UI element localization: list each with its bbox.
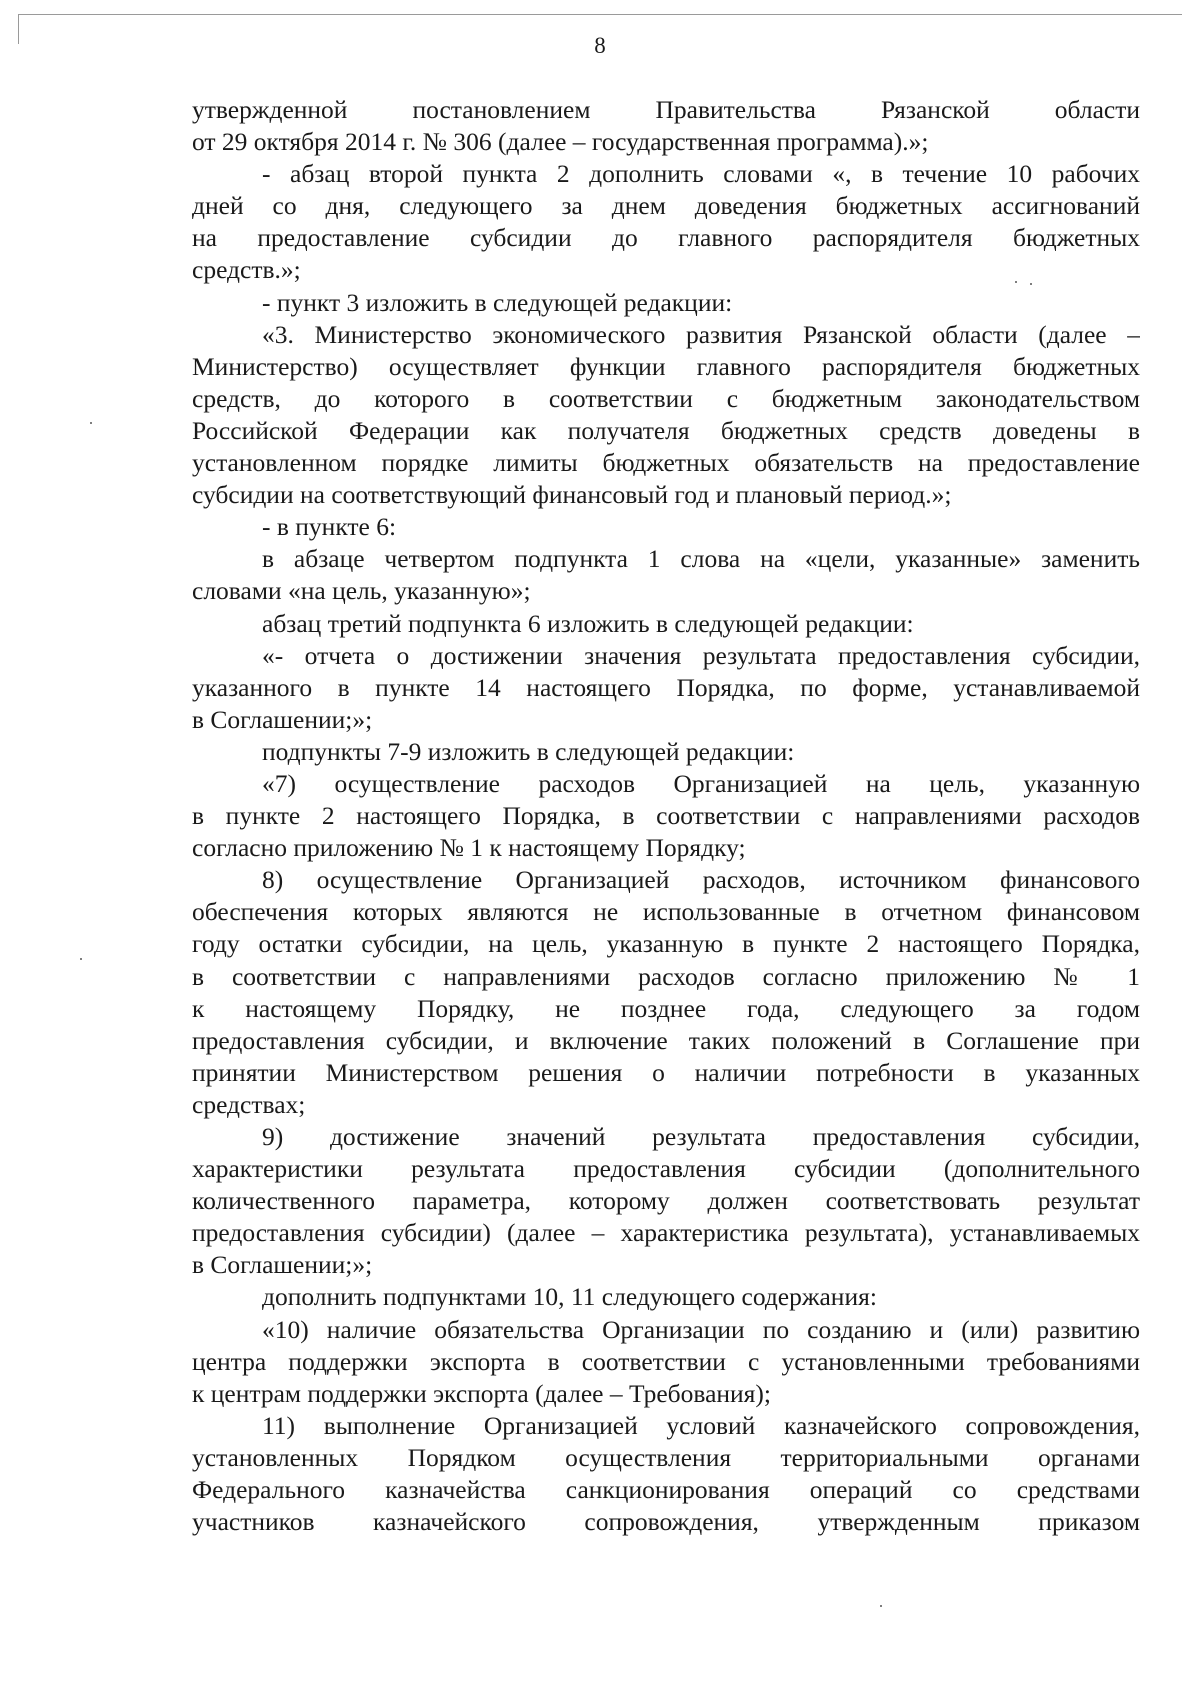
scan-speck <box>880 1605 882 1607</box>
text-line: - абзац второй пункта 2 дополнить словами «, в течение 10 рабочих <box>262 159 1140 189</box>
scan-speck <box>1015 281 1017 283</box>
text-line: дней со дня, следующего за днем доведения бюджетных ассигнований <box>192 191 1140 221</box>
text-line: «7) осуществление расходов Организацией на цель, указанную <box>262 768 1140 798</box>
text-line: количественного параметра, которому должен соответствовать результат <box>192 1186 1140 1216</box>
text-line: в соответствии с направлениями расходов согласно приложению № 1 <box>192 961 1140 991</box>
text-line: «10) наличие обязательства Организации по созданию и (или) развитию <box>262 1314 1140 1344</box>
text-line: участников казначейского сопровождения, утвержденным приказом <box>192 1507 1140 1537</box>
text-line: обеспечения которых являются не использованные в отчетном финансовом <box>192 897 1140 927</box>
text-line: к центрам поддержки экспорта (далее – Требования); <box>192 1378 771 1408</box>
text-line: «- отчета о достижении значения результата предоставления субсидии, <box>262 640 1140 670</box>
text-line: от 29 октября 2014 г. № 306 (далее – государственная программа).»; <box>192 127 929 157</box>
scan-speck <box>1030 283 1032 285</box>
text-line: «3. Министерство экономического развития Рязанской области (далее – <box>262 319 1140 349</box>
page-number: 8 <box>594 33 606 58</box>
text-line: принятии Министерством решения о наличии потребности в указанных <box>192 1057 1140 1087</box>
text-line: Федерального казначейства санкционирования операций со средствами <box>192 1475 1140 1505</box>
document-body <box>192 94 1140 1538</box>
text-line: центра поддержки экспорта в соответствии с установленными требованиями <box>192 1346 1140 1376</box>
text-line: 9) достижение значений результата предоставления субсидии, <box>262 1122 1140 1151</box>
text-line: в Соглашении;»; <box>192 1250 373 1280</box>
page-top-border <box>18 14 1182 15</box>
text-line: подпункты 7-9 изложить в следующей редакции: <box>262 736 795 766</box>
text-line: в Соглашении;»; <box>192 704 373 734</box>
text-line: Российской Федерации как получателя бюджетных средств доведены в <box>192 415 1140 445</box>
text-line: в пункте 2 настоящего Порядка, в соответствии с направлениями расходов <box>192 801 1140 831</box>
text-line: словами «на цель, указанную»; <box>192 576 531 606</box>
scan-speck <box>80 958 82 960</box>
text-line: к настоящему Порядку, не позднее года, следующего за годом <box>192 993 1140 1023</box>
text-line: утвержденной постановлением Правительства Рязанской области <box>192 95 1140 124</box>
text-line: согласно приложению № 1 к настоящему Порядку; <box>192 833 746 863</box>
text-line: 11) выполнение Организацией условий казначейского сопровождения, <box>262 1410 1140 1440</box>
text-line: средств, до которого в соответствии с бюджетным законодательством <box>192 383 1140 413</box>
text-line: характеристики результата предоставления субсидии (дополнительного <box>192 1154 1140 1184</box>
text-line: указанного в пункте 14 настоящего Порядка, по форме, устанавливаемой <box>192 672 1140 702</box>
text-line: дополнить подпунктами 10, 11 следующего содержания: <box>262 1282 877 1312</box>
text-line: году остатки субсидии, на цель, указанную в пункте 2 настоящего Порядка, <box>192 929 1140 959</box>
text-line: 8) осуществление Организацией расходов, источником финансового <box>262 865 1140 895</box>
text-line: установленных Порядком осуществления территориальными органами <box>192 1442 1140 1472</box>
text-line: средств.»; <box>192 255 301 285</box>
text-line: - в пункте 6: <box>262 512 397 542</box>
text-line: установленном порядке лимиты бюджетных обязательств на предоставление <box>192 448 1140 478</box>
text-line: на предоставление субсидии до главного распорядителя бюджетных <box>192 223 1140 253</box>
text-line: предоставления субсидии) (далее – характеристика результата), устанавливаемых <box>192 1218 1140 1248</box>
text-line: средствах; <box>192 1089 306 1119</box>
scan-speck <box>90 422 92 424</box>
text-line: субсидии на соответствующий финансовый год и плановый период.»; <box>192 480 952 510</box>
text-line: в абзаце четвертом подпункта 1 слова на «цели, указанные» заменить <box>262 544 1140 574</box>
text-line: Министерство) осуществляет функции главного распорядителя бюджетных <box>192 351 1140 381</box>
text-line: - пункт 3 изложить в следующей редакции: <box>262 287 733 317</box>
text-line: абзац третий подпункта 6 изложить в следующей редакции: <box>262 608 914 638</box>
text-line: предоставления субсидии, и включение таких положений в Соглашение при <box>192 1025 1140 1055</box>
